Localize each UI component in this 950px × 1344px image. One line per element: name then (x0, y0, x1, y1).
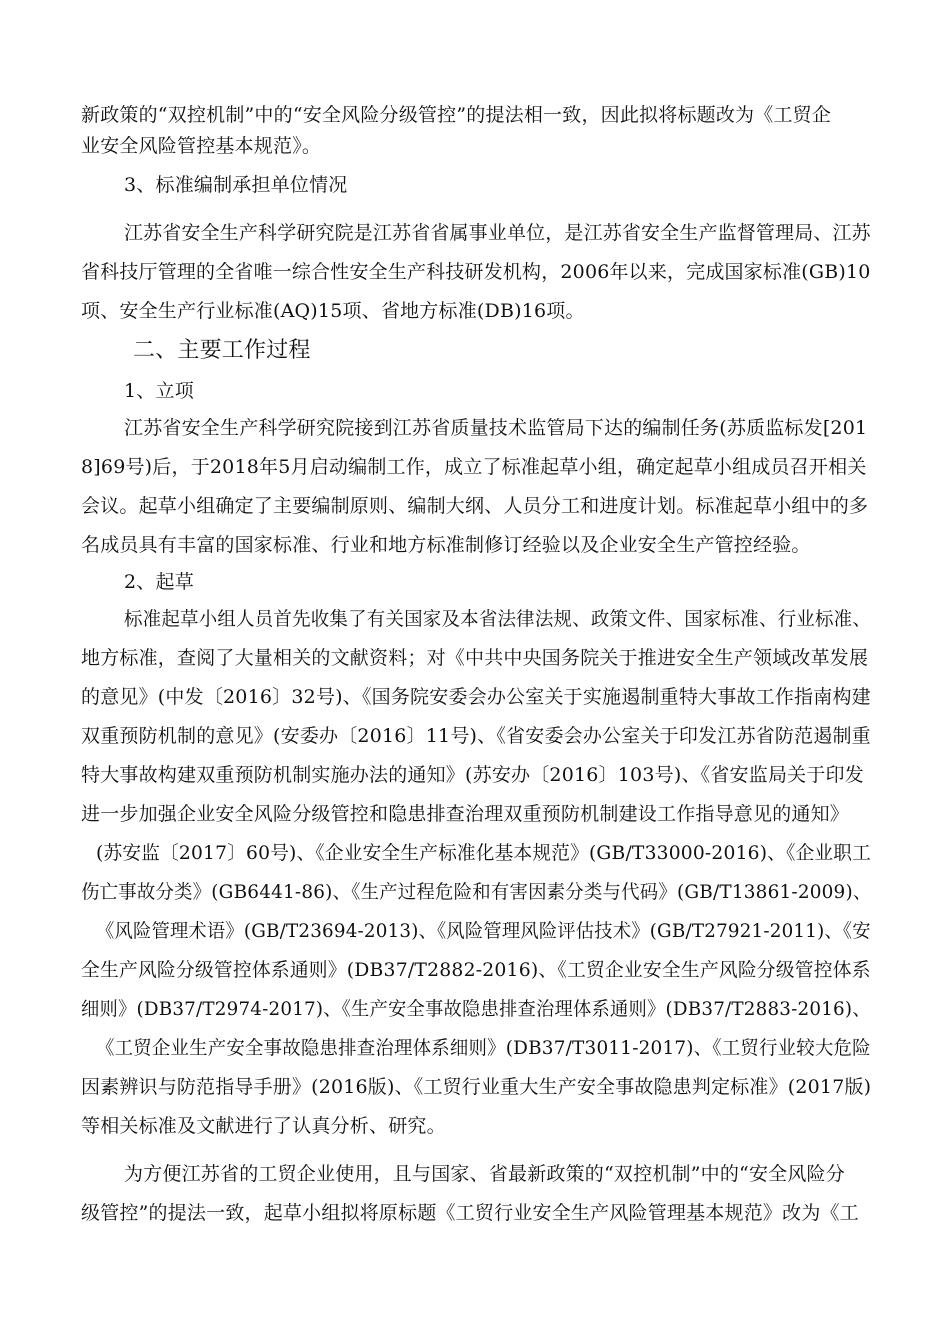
paragraph-line: 《风险管理术语》(GB/T23694-2013)、《风险管理风险评估技术》(GB/T27921-2011)、《安 (96, 920, 871, 942)
paragraph-line: 细则》(DB37/T2974-2017)、《生产安全事故隐患排查治理体系通则》(DB37/T2883-2016)、 (81, 998, 871, 1020)
paragraph-line: 等相关标准及文献进行了认真分析、研究。 (81, 1115, 446, 1137)
paragraph-line: 地方标准，查阅了大量相关的文献资料；对《中共中央国务院关于推进安全生产领域改革发展 (81, 647, 869, 669)
paragraph-line: 名成员具有丰富的国家标准、行业和地方标准制修订经验以及企业安全生产管控经验。 (81, 534, 811, 556)
paragraph-line: 因素辨识与防范指导手册》(2016版)、《工贸行业重大生产安全事故隐患判定标准》(2017版) (81, 1076, 872, 1098)
paragraph-line: 项、安全生产行业标准(AQ)15项、省地方标准(DB)16项。 (81, 300, 585, 322)
subheading-2: 2、起草 (124, 571, 194, 593)
paragraph-line: 双重预防机制的意见》(安委办〔2016〕11号)、《省安委会办公室关于印发江苏省防范遏制重 (81, 725, 871, 747)
paragraph-line: 的意见》(中发〔2016〕32号)、《国务院安委会办公室关于实施遏制重特大事故工作指南构建 (81, 686, 871, 708)
paragraph-line: 江苏省安全生产科学研究院是江苏省省属事业单位，是江苏省安全生产监督管理局、江苏 (124, 222, 871, 244)
paragraph-line: 会议。起草小组确定了主要编制原则、编制大纲、人员分工和进度计划。标准起草小组中的多 (81, 495, 869, 517)
subheading-3: 3、标准编制承担单位情况 (124, 174, 348, 196)
paragraph-line: 为方便江苏省的工贸企业使用，且与国家、省最新政策的“双控机制”中的“安全风险分 (124, 1163, 845, 1185)
paragraph-line: 业安全风险管控基本规范》。 (81, 135, 322, 157)
section-heading: 二、主要工作过程 (133, 338, 311, 363)
paragraph-line: 进一步加强企业安全风险分级管控和隐患排查治理双重预防机制建设工作指导意见的通知》 (81, 803, 850, 825)
paragraph-line: 特大事故构建双重预防机制实施办法的通知》(苏安办〔2016〕103号)、《省安监局关于印发 (81, 764, 864, 786)
paragraph-line: 省科技厅管理的全省唯一综合性安全生产科技研发机构，2006年以来，完成国家标准(GB)10 (81, 261, 871, 283)
paragraph-line: 新政策的“双控机制”中的“安全风险分级管控”的提法相一致，因此拟将标题改为《工贸企 (81, 104, 832, 126)
paragraph-line: 《工贸企业生产安全事故隐患排查治理体系细则》(DB37/T3011-2017)、《工贸行业较大危险 (96, 1037, 871, 1059)
paragraph-line: 江苏省安全生产科学研究院接到江苏省质量技术监管局下达的编制任务(苏质监标发[201 (124, 417, 868, 439)
paragraph-line: 标准起草小组人员首先收集了有关国家及本省法律法规、政策文件、国家标准、行业标准、 (124, 608, 872, 630)
paragraph-line: 级管控”的提法一致，起草小组拟将原标题《工贸行业安全生产风险管理基本规范》改为《工 (81, 1202, 859, 1224)
paragraph-line: 全生产风险分级管控体系通则》(DB37/T2882-2016)、《工贸企业安全生产风险分级管控体系 (81, 959, 871, 981)
paragraph-line: 伤亡事故分类》(GB6441-86)、《生产过程危险和有害因素分类与代码》(GB/T13861-2009)、 (81, 881, 872, 903)
subheading-1: 1、立项 (124, 380, 194, 402)
paragraph-line: (苏安监〔2017〕60号)、《企业安全生产标准化基本规范》(GB/T33000-2016)、《企业职工 (96, 842, 872, 864)
paragraph-line: 8]69号)后，于2018年5月启动编制工作，成立了标准起草小组，确定起草小组成员召开相关 (81, 456, 867, 478)
